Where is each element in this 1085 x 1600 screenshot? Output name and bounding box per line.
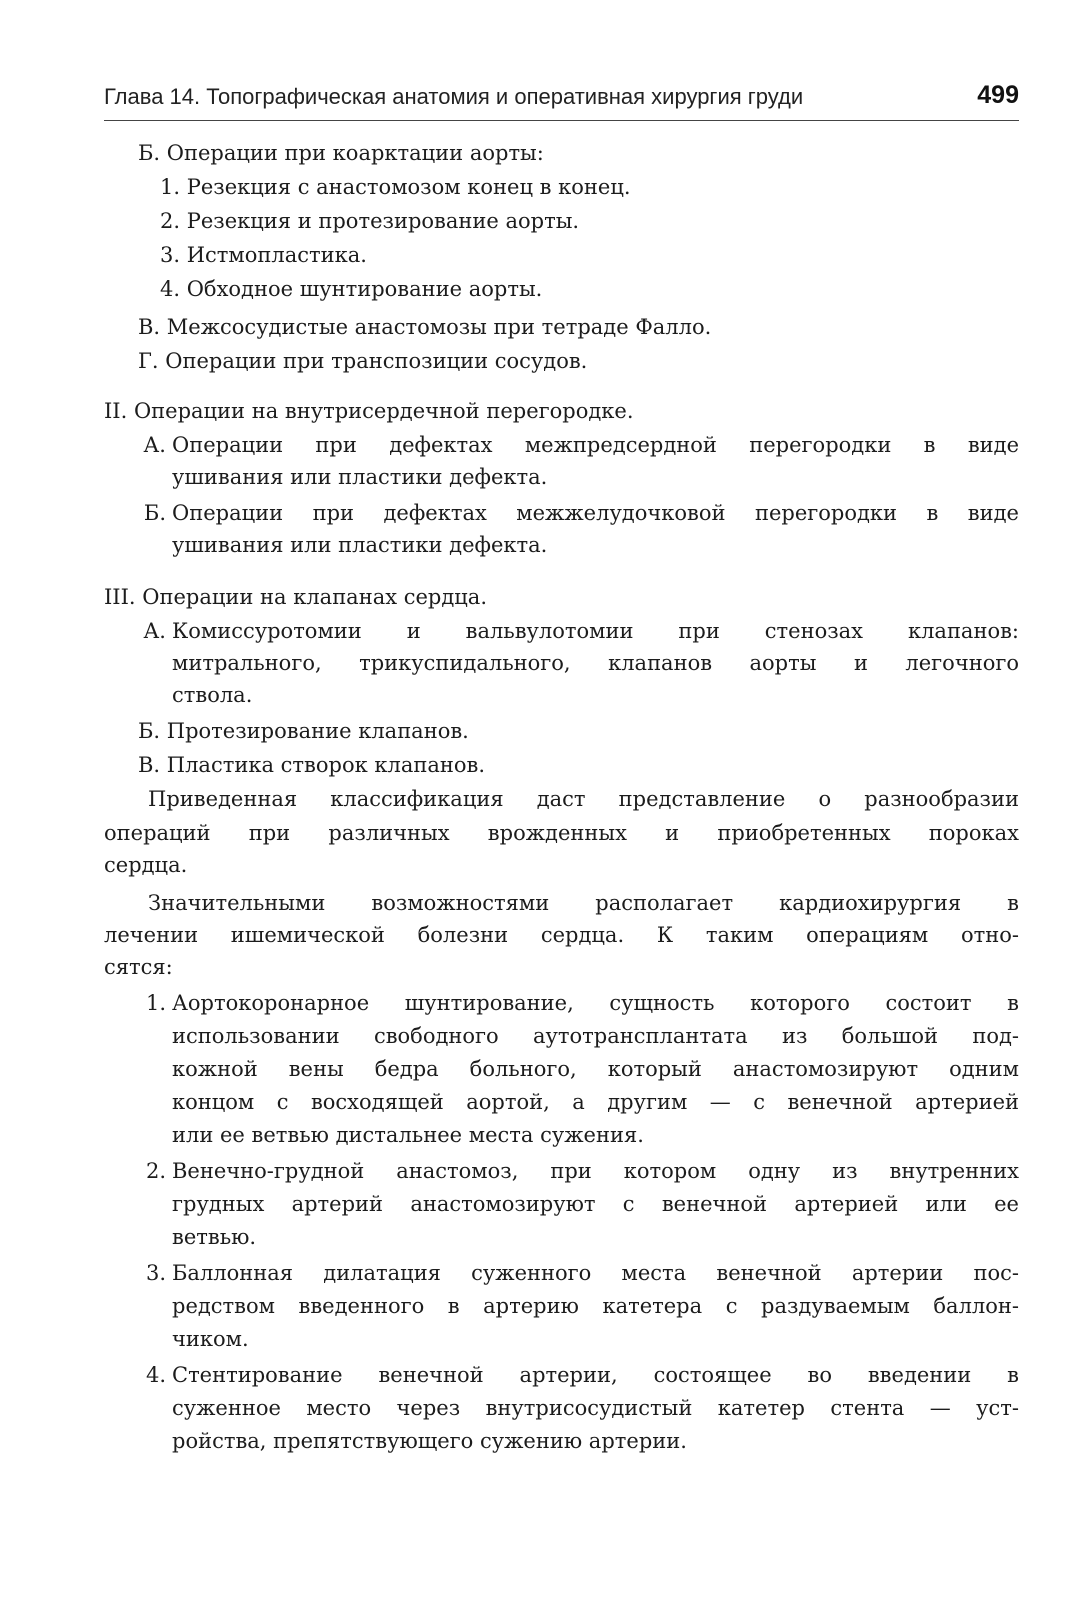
text-line: чиком.: [172, 1327, 249, 1351]
text-line: Комиссуротомии и вальвулотомии при стенозах клапанов:: [172, 619, 1019, 643]
text-line: или ее ветвью дистальнее места сужения.: [172, 1123, 644, 1147]
list-marker: 2.: [145, 1159, 166, 1183]
list-item: 1. Резекция с анастомозом конец в конец.: [160, 175, 631, 199]
paragraph-line: Значительными возможностями располагает кардиохирургия в: [148, 891, 1019, 915]
section-heading: III. Операции на клапанах сердца.: [104, 585, 488, 609]
text-line: редством введенного в артерию катетера с раздуваемым баллон-: [172, 1294, 1019, 1318]
text-line: ветвью.: [172, 1225, 257, 1249]
section-heading: II. Операции на внутрисердечной перегородке.: [104, 399, 634, 423]
text-line: Стентирование венечной артерии, состоящее во введении в: [172, 1363, 1019, 1387]
list-item: Б. Операции при коарктации аорты:: [138, 141, 544, 165]
list-item: Г. Операции при транспозиции сосудов.: [138, 349, 588, 373]
text-line: ствола.: [172, 683, 253, 707]
list-item: В. Пластика створок клапанов.: [138, 753, 486, 777]
page-number: 499: [977, 81, 1019, 109]
list-marker: А.: [143, 433, 166, 457]
paragraph-line: операций при различных врожденных и приобретенных пороках: [104, 821, 1019, 845]
text-line: ушивания или пластики дефекта.: [172, 465, 548, 489]
text-line: Венечно-грудной анастомоз, при котором одну из внутренних: [172, 1159, 1019, 1183]
list-marker: 3.: [145, 1261, 166, 1285]
text-line: кожной вены бедра больного, который анастомозируют одним: [172, 1057, 1019, 1081]
list-item: Б. Протезирование клапанов.: [138, 719, 469, 743]
text-line: концом с восходящей аортой, а другим — с венечной артерией: [172, 1090, 1019, 1114]
text-line: суженное место через внутрисосудистый катетер стента — уст-: [172, 1396, 1019, 1420]
paragraph-line: сятся:: [104, 955, 173, 979]
list-item: В. Межсосудистые анастомозы при тетраде Фалло.: [138, 315, 712, 339]
list-item: 2. Резекция и протезирование аорты.: [160, 209, 580, 233]
text-line: грудных артерий анастомозируют с венечной артерией или ее: [172, 1192, 1019, 1216]
list-marker: 4.: [145, 1363, 166, 1387]
list-item: 4. Обходное шунтирование аорты.: [160, 277, 543, 301]
text-line: Аортокоронарное шунтирование, сущность которого состоит в: [172, 991, 1019, 1015]
running-title: Глава 14. Топографическая анатомия и оперативная хирургия груди: [104, 84, 804, 109]
text-line: ушивания или пластики дефекта.: [172, 533, 548, 557]
text-line: Баллонная дилатация суженного места венечной артерии пос-: [172, 1261, 1019, 1285]
text-line: Операции при дефектах межжелудочковой перегородки в виде: [172, 501, 1019, 525]
paragraph-line: сердца.: [104, 853, 188, 877]
list-item: 3. Истмопластика.: [160, 243, 367, 267]
running-head: [104, 78, 1019, 121]
text-line: митрального, трикуспидального, клапанов аорты и легочного: [172, 651, 1019, 675]
text-line: ройства, препятствующего сужению артерии.: [172, 1429, 687, 1453]
list-marker: А.: [143, 619, 166, 643]
list-marker: Б.: [143, 501, 166, 525]
paragraph-line: лечении ишемической болезни сердца. К таким операциям отно-: [104, 923, 1019, 947]
paragraph-line: Приведенная классификация даст представление о разнообразии: [148, 787, 1019, 811]
text-line: Операции при дефектах межпредсердной перегородки в виде: [172, 433, 1019, 457]
list-marker: 1.: [145, 991, 166, 1015]
text-line: использовании свободного аутотрансплантата из большой под-: [172, 1024, 1019, 1048]
